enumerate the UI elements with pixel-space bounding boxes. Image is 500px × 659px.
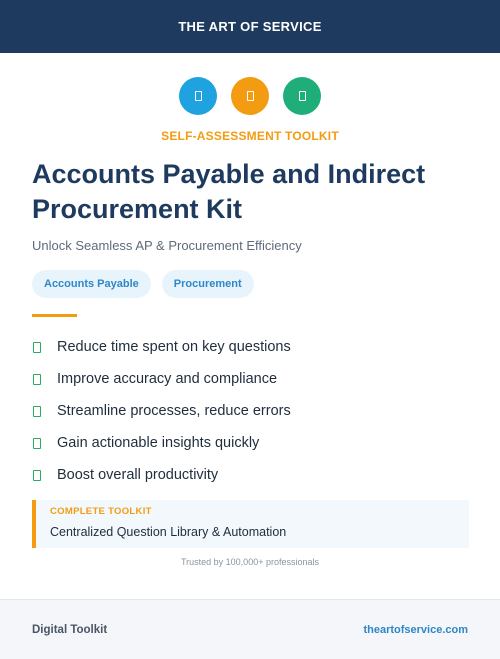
check-icon [33,406,41,417]
footer-product-type: Digital Toolkit [32,623,108,636]
header-bar [0,0,500,53]
feature-item [32,459,291,491]
feature-item [32,427,291,459]
feature-item [32,331,291,363]
feature-item [32,363,291,395]
document-icon [195,91,202,101]
trust-note: Trusted by 100,000+ professionals [180,557,319,567]
tag-accounts-payable: Accounts Payable [32,270,151,298]
check-icon [33,374,41,385]
check-icon [33,438,41,449]
tag-procurement: Procurement [162,270,254,298]
footer-website-link[interactable]: theartofservice.com [363,623,468,636]
icon-circle-orange [231,77,269,115]
feature-item [32,395,291,427]
eyebrow-label: SELF-ASSESSMENT TOOLKIT [161,129,339,143]
accent-divider [32,314,77,317]
toolkit-callout [32,500,469,548]
feature-text: Gain actionable insights quickly [57,435,260,451]
footer-bar [0,599,500,659]
page-title: Accounts Payable and Indirect Procurement Kit [32,159,426,224]
check-icon [33,470,41,481]
feature-text: Boost overall productivity [57,467,219,483]
icon-row [0,77,500,115]
document-icon [299,91,306,101]
page-subtitle: Unlock Seamless AP & Procurement Efficiency [32,238,302,253]
icon-circle-blue [179,77,217,115]
feature-text: Improve accuracy and compliance [57,371,278,387]
callout-label: COMPLETE TOOLKIT [50,506,152,517]
callout-text: Centralized Question Library & Automation [50,525,287,539]
feature-text: Streamline processes, reduce errors [57,403,291,419]
icon-circle-green [283,77,321,115]
check-icon [33,342,41,353]
brand-title: THE ART OF SERVICE [178,19,322,34]
document-icon [247,91,254,101]
feature-text: Reduce time spent on key questions [57,339,291,355]
tag-list [32,270,254,298]
feature-list [32,331,291,491]
